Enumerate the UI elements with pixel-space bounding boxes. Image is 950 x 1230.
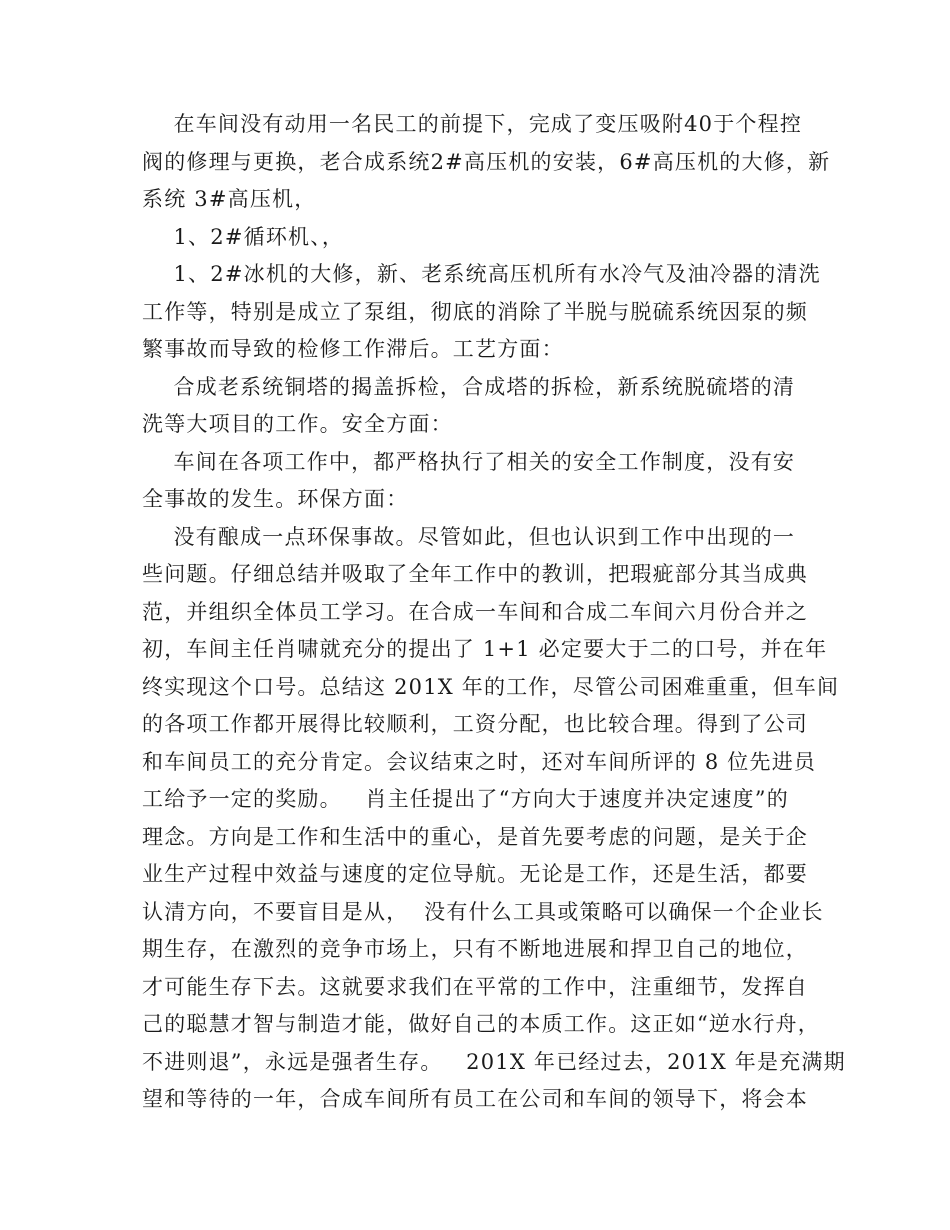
text-line: 理念。方向是工作和生活中的重心，是首先要考虑的问题，是关于企 [142,824,808,849]
document-body [142,106,846,1119]
text-line: 1、2#循环机、， [142,224,345,249]
text-line: 车间在各项工作中，都严格执行了相关的安全工作制度，没有安 [142,449,796,474]
text-line: 和车间员工的充分肯定。会议结束之时，还对车间所评的 8 位先进员 [142,749,817,774]
text-line: 繁事故而导致的检修工作滞后。工艺方面： [142,337,564,361]
text-line: 期生存，在激烈的竞争市场上，只有不断地进展和捍卫自己的地位， [142,937,808,961]
text-line: 洗等大项目的工作。安全方面： [142,412,453,436]
text-line: 工给予一定的奖励。 肖主任提出了“方向大于速度并决定速度”的 [142,787,789,811]
text-line: 全事故的发生。环保方面： [142,487,409,511]
text-line: 范，并组织全体员工学习。在合成一车间和合成二车间六月份合并之 [142,599,808,624]
text-line: 业生产过程中效益与速度的定位导航。无论是工作，还是生活，都要 [142,862,808,886]
text-line: 终实现这个口号。总结这 201X 年的工作，尽管公司困难重重，但车间 [142,674,840,699]
text-line: 的各项工作都开展得比较顺利，工资分配，也比较合理。得到了公司 [142,712,808,736]
text-line: 在车间没有动用一名民工的前提下，完成了变压吸附40于个程控 [142,112,803,136]
text-line: 认清方向，不要盲目是从， 没有什么工具或策略可以确保一个企业长 [142,899,824,924]
text-line: 没有酿成一点环保事故。尽管如此，但也认识到工作中出现的一 [142,524,796,549]
text-line: 系统 3#高压机， [142,187,317,211]
text-line: 些问题。仔细总结并吸取了全年工作中的教训，把瑕疵部分其当成典 [142,562,808,586]
text-line: 初，车间主任肖啸就充分的提出了 1+1 必定要大于二的口号，并在年 [142,637,828,661]
text-line: 合成老系统铜塔的揭盖拆检，合成塔的拆检，新系统脱硫塔的清 [142,374,796,399]
text-line: 己的聪慧才智与制造才能，做好自己的本质工作。这正如“逆水行舟， [142,1012,820,1036]
text-line: 工作等，特别是成立了泵组，彻底的消除了半脱与脱硫系统因泵的频 [142,299,808,324]
text-line: 望和等待的一年，合成车间所有员工在公司和车间的领导下，将会本 [142,1087,808,1111]
text-line: 不进则退”，永远是强者生存。 201X 年已经过去，201X 年是充满期 [142,1049,846,1074]
text-line: 才可能生存下去。这就要求我们在平常的工作中，注重细节，发挥自 [142,974,808,999]
text-line: 1、2#冰机的大修，新、老系统高压机所有水冷气及油冷器的清洗 [142,262,821,286]
text-line: 阀的修理与更换，老合成系统2#高压机的安装，6#高压机的大修，新 [142,149,831,174]
